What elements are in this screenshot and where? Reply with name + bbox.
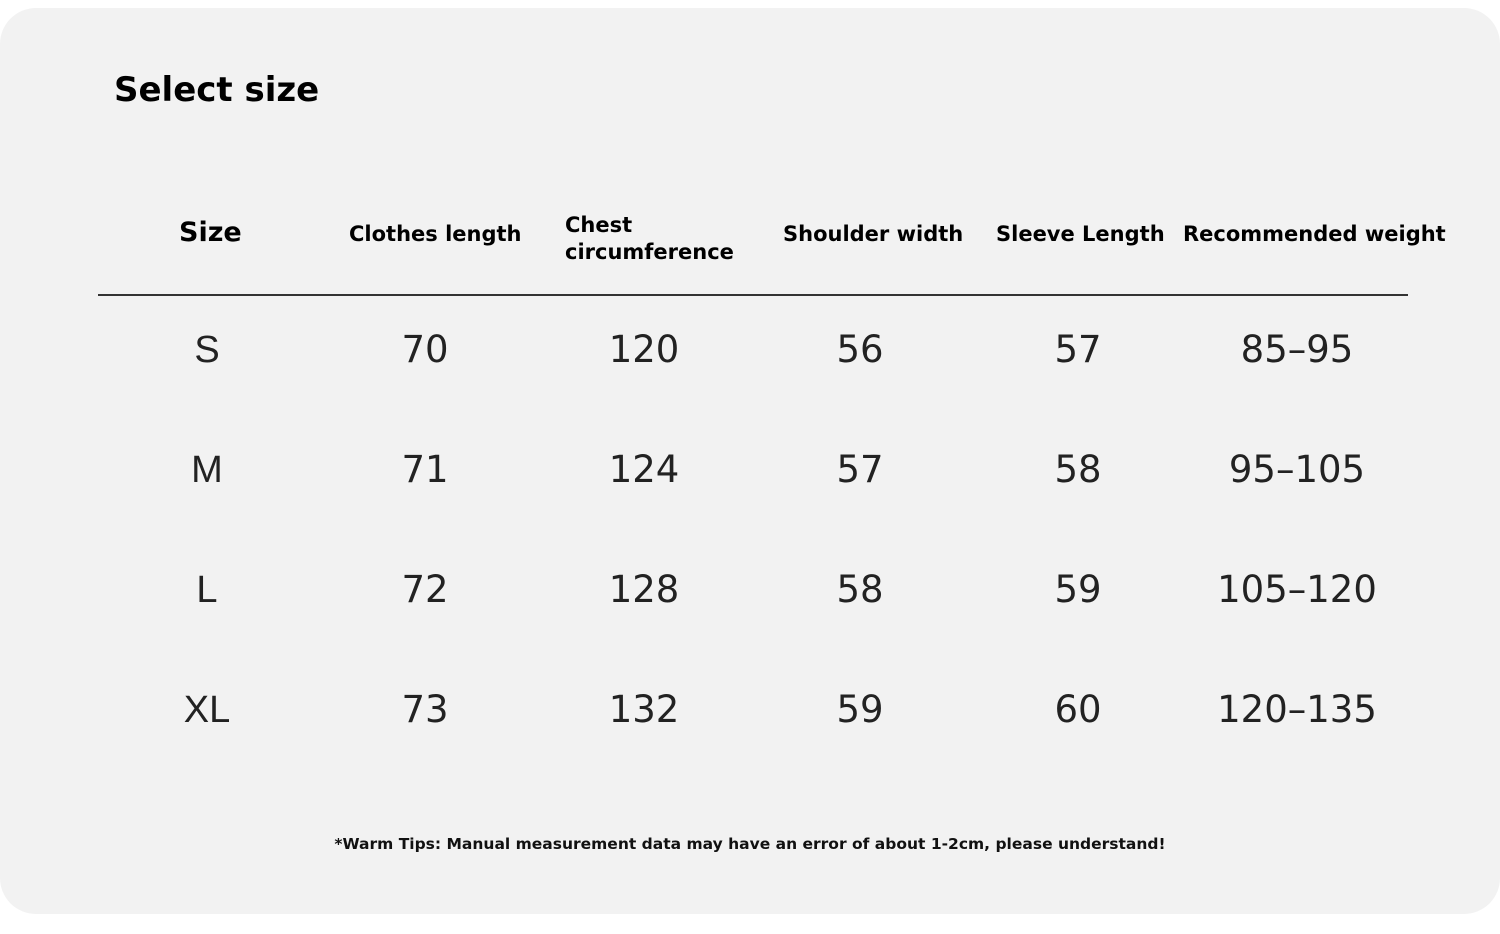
header-shoulder-width: Shoulder width bbox=[783, 222, 964, 246]
cell-chest: 120 bbox=[608, 328, 680, 371]
header-recommended-weight: Recommended weight bbox=[1183, 222, 1446, 246]
cell-clothes-length: 70 bbox=[401, 328, 449, 371]
cell-size: XL bbox=[183, 689, 231, 731]
cell-size: L bbox=[196, 569, 218, 611]
page-title: Select size bbox=[114, 70, 320, 110]
header-size: Size bbox=[179, 217, 242, 248]
cell-weight: 105–120 bbox=[1217, 568, 1377, 611]
cell-clothes-length: 71 bbox=[401, 448, 449, 491]
cell-sleeve: 59 bbox=[1054, 568, 1102, 611]
cell-sleeve: 58 bbox=[1054, 448, 1102, 491]
cell-clothes-length: 72 bbox=[401, 568, 449, 611]
cell-chest: 128 bbox=[608, 568, 680, 611]
header-chest-line2: circumference bbox=[565, 240, 734, 264]
header-sleeve-length: Sleeve Length bbox=[996, 222, 1165, 246]
header-clothes-length: Clothes length bbox=[349, 222, 522, 246]
cell-weight: 85–95 bbox=[1240, 328, 1354, 371]
cell-size: M bbox=[191, 449, 223, 491]
warm-tips-footnote: *Warm Tips: Manual measurement data may have an error of about 1-2cm, please understand! bbox=[334, 835, 1166, 853]
cell-size: S bbox=[194, 329, 220, 371]
cell-weight: 120–135 bbox=[1217, 688, 1377, 731]
header-divider bbox=[98, 294, 1408, 296]
header-chest-line1: Chest bbox=[565, 213, 633, 237]
cell-sleeve: 60 bbox=[1054, 688, 1102, 731]
cell-shoulder: 59 bbox=[836, 688, 884, 731]
cell-shoulder: 56 bbox=[836, 328, 884, 371]
cell-weight: 95–105 bbox=[1228, 448, 1366, 491]
cell-clothes-length: 73 bbox=[401, 688, 449, 731]
size-chart-card bbox=[0, 8, 1500, 914]
cell-chest: 132 bbox=[608, 688, 680, 731]
cell-shoulder: 58 bbox=[836, 568, 884, 611]
cell-shoulder: 57 bbox=[836, 448, 884, 491]
cell-sleeve: 57 bbox=[1054, 328, 1102, 371]
cell-chest: 124 bbox=[608, 448, 680, 491]
